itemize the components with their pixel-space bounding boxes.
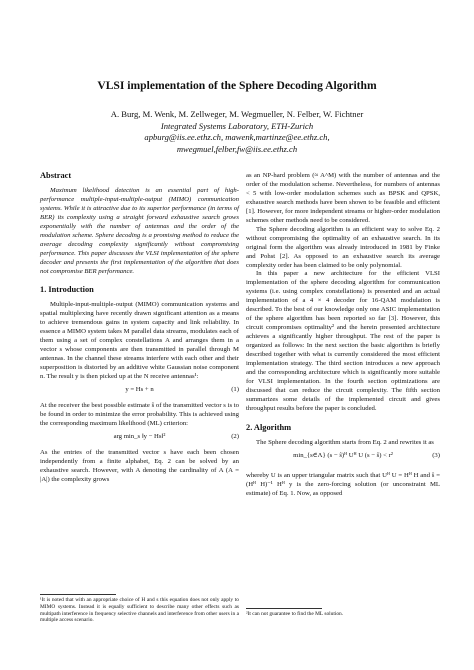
abstract-text: Maximum likelihood detection is an essential part of high-performance multiple-input-multiple-output (MIMO) communication systems. While it is attractive due to its superior performance (in terms of BER) its complexity using a straight forward exhaustive search grows exponentially with the number of antennas and the order of the modulation scheme. Sphere decoding is a promising method to reduce the average decoding complexity significantly without compromising performance. This paper discusses the VLSI implementation of the sphere decoder and presents the first implementation of the algorithm that does not compromise BER performance. [40, 186, 239, 275]
equation-1-number: (1) [231, 386, 239, 394]
algorithm-paragraph-1: The Sphere decoding algorithm starts from Eq. 2 and rewrites it as [256, 438, 434, 446]
algorithm-heading: 2. Algorithm [246, 422, 292, 432]
equation-3-body: min_{s∈Λ} (s − ŝ)ᴴ Uᴴ U (s − ŝ) < r² [293, 451, 393, 459]
author-list: A. Burg, M. Wenk, M. Zellweger, M. Wegmueller, N. Felber, W. Fichtner [110, 109, 364, 119]
footnote-1: ¹It is noted that with an appropriate choice of H and s this equation does not only apply to MIMO systems. Instead it is equally sufficient to describe many other effects such as multipath interference in frequency selective channels and interference from other users in a multiple access scenario. [40, 597, 239, 624]
right-paragraph-2: The Sphere decoding algorithm is an efficient way to solve Eq. 2 without compromising the optimality of an exhaustive search. In its original form the algorithm was already introduced in 1981 by Finke and Pohst [2]. As opposed to an exhaustive search its average complexity order has been claimed to be only polynomial. [246, 225, 440, 269]
equation-1-body: y = Hs + n [125, 386, 154, 394]
equation-1 [40, 386, 239, 398]
affiliation: Integrated Systems Laboratory, ETH-Zurich [160, 120, 314, 131]
equation-2 [40, 433, 239, 445]
intro-paragraph-2: At the receiver the best possible estimate ŝ of the transmitted vector s is to be found in order to minimize the error probability. This is achieved using the corresponding maximum likelihood (ML) criterion: [40, 402, 239, 427]
equation-3-number: (3) [432, 451, 440, 459]
intro-paragraph-3: As the entries of the transmitted vector s have each been chosen independently from a finite alphabet, Eq. 2 can be solved by an exhaustive search. However, with A denoting the cardinality of A (A = |A|) the complexity grows [40, 448, 239, 483]
equation-3 [246, 452, 440, 468]
left-column [40, 172, 239, 485]
email-line-2: mwegmuel,felber,fw@iis.ee.ethz.ch [176, 143, 298, 154]
footnote-2: ²It can not guarantee to find the ML solution. [246, 611, 344, 617]
footnote-rule-left [40, 594, 116, 595]
right-paragraph-1: as an NP-hard problem (≈ A^M) with the number of antennas and the order of the modulation scheme. Nevertheless, for numbers of antennas < 5 with low-order modulation schemes such as BPSK and QPSK, exhaustive search methods have been shown to be feasible and efficient [1]. However, for more independent streams or higher-order modulation schemes other methods need to be considered. [246, 172, 440, 224]
equation-2-number: (2) [231, 432, 239, 440]
author-block [0, 109, 474, 155]
intro-paragraph-1: Multiple-input-multiple-output (MIMO) communication systems and spatial multiplexing have recently drawn significant attention as a means to achieve tremendous gains in system capacity and link reliability. In essence a MIMO system takes M parallel data streams, modulates each of them using a set of complex constellations A and arranges them in a vector s whose components are then transmitted in parallel through M antennas. In the channel these streams interfere with each other and their superposition is distorted by an additive white Gaussian noise component n. The result y is then picked up at the N receive antennas¹: [40, 301, 239, 381]
equation-2-body: arg min_s ‖y − Hs‖² [113, 432, 166, 440]
algorithm-paragraph-2: whereby U is an upper triangular matrix such that Uᴴ U = Hᴴ H and ŝ = (Hᴴ H)⁻¹ Hᴴ y is the zero-forcing solution (or unconstraint ML estimate) of Eq. 1. Now, as opposed [246, 471, 440, 497]
paper-title: VLSI implementation of the Sphere Decoding Algorithm [97, 79, 377, 92]
introduction-heading: 1. Introduction [40, 285, 94, 295]
right-paragraph-3: In this paper a new architecture for the efficient VLSI implementation of the sphere decoding algorithm for communication systems (i.e. using complex constellations) is presented and an actual implementation of a 4 × 4 decoder for 16-QAM modulation is described. To the best of our knowledge only one ASIC implementation of the sphere algorithm has been reported so far [3]. However, this circuit compromises optimality² and the herein presented architecture achieves a significantly higher throughput. The rest of the paper is organized as follows: In the next section the basic algorithm is briefly described together with what is currently considered the most efficient implementation strategy. The third section introduces a new approach and the corresponding architecture which is significantly more suitable for VLSI implementation. In the fourth section optimizations are discussed that can reduce the circuit complexity. The fifth section summarizes some details of the implemented circuit and gives throughput results before the paper is concluded. [246, 270, 440, 412]
email-line-1: apburg@iis.ee.ethz.ch, mawenk,martinze@ee.ethz.ch, [144, 132, 330, 142]
footnote-rule-right [246, 608, 322, 609]
right-column [246, 172, 440, 499]
abstract-heading: Abstract [40, 171, 72, 180]
